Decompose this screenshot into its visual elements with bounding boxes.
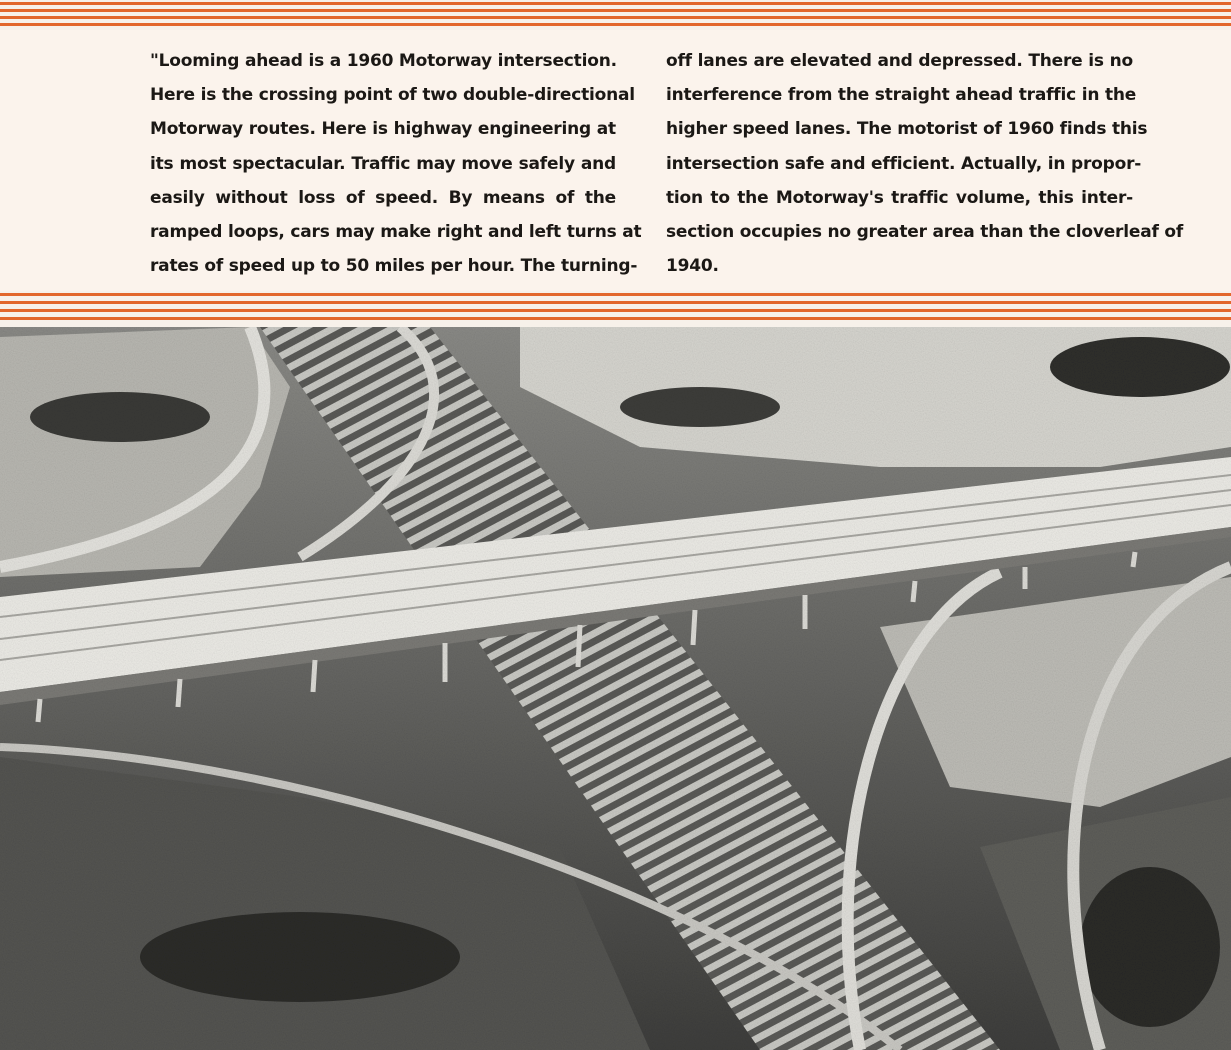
caption-line: section occupies no greater area than the cloverleaf of	[666, 222, 1184, 243]
caption-line: Motorway routes. Here is highway engineering at	[150, 119, 616, 140]
top-stripe-band	[0, 0, 1231, 30]
caption-line: Here is the crossing point of two double-directional	[150, 85, 635, 106]
caption-column-right	[666, 44, 1184, 283]
caption-line: 1940.	[666, 256, 719, 277]
caption-line: intersection safe and efficient. Actually, in propor-	[666, 153, 1142, 174]
caption-line: easily without loss of speed. By means of the	[150, 187, 616, 208]
stripe-line	[0, 16, 1231, 19]
caption-line: "Looming ahead is a 1960 Motorway intersection.	[150, 51, 617, 71]
stripe-line	[0, 23, 1231, 26]
caption-line: interference from the straight ahead traffic in the	[666, 85, 1137, 106]
caption-line: ramped loops, cars may make right and left turns at	[150, 222, 642, 243]
stripe-line	[0, 2, 1231, 5]
highway-intersection-photo	[0, 327, 1231, 1050]
caption-column-left	[150, 44, 642, 283]
stripe-line	[0, 309, 1231, 312]
caption-line: tion to the Motorway's traffic volume, this inter-	[666, 187, 1133, 208]
stripe-line	[0, 293, 1231, 296]
caption-line: higher speed lanes. The motorist of 1960 finds this	[666, 119, 1148, 140]
caption-line: its most spectacular. Traffic may move safely and	[150, 153, 616, 174]
caption-line: off lanes are elevated and depressed. There is no	[666, 51, 1133, 71]
stripe-line	[0, 9, 1231, 12]
stripe-line	[0, 301, 1231, 304]
stripe-line	[0, 317, 1231, 320]
caption-line: rates of speed up to 50 miles per hour. The turning-	[150, 256, 638, 277]
caption-panel	[0, 30, 1231, 291]
middle-stripe-band	[0, 291, 1231, 327]
highway-intersection-model-icon	[0, 327, 1231, 1050]
